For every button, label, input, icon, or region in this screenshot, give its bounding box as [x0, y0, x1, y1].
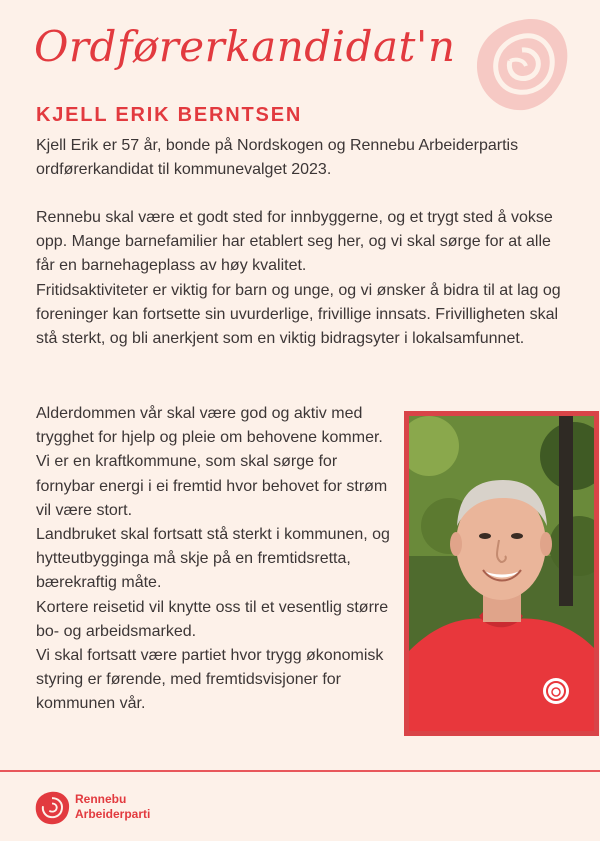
paragraph-energy: Vi er en kraftkommune, som skal sørge for fornybar energi i ei fremtid hvor behovet for strøm vil være stort. [36, 453, 388, 519]
paragraph-travel: Kortere reisetid vil knytte oss til et vesentlig større bo- og arbeidsmarked. [36, 598, 389, 640]
paragraph-childcare: Rennebu skal være et godt sted for innbyggerne, og et trygt sted å vokse opp. Mange barnefamilier har etablert seg her, og vi skal sørge for at alle får en barnehageplass av høy kvalitet. [36, 209, 553, 275]
party-name-line1: Rennebu [75, 792, 127, 806]
paragraph-agriculture: Landbruket skal fortsatt stå sterkt i kommunen, og hytteutbygginga må skje på en fremtidsretta, bærekraftig måte. [36, 526, 390, 592]
narrow-paragraphs [36, 402, 398, 717]
paragraph-elderly: Alderdommen vår skal være god og aktiv med trygghet for hjelp og pleie om behovene kommer. [36, 405, 383, 447]
paragraph-leisure: Fritidsaktiviteter er viktig for barn og unge, og vi ønsker å bidra til at lag og foreninger kan fortsette sin uvurderlige, frivillige innsats. Frivilligheten skal stå sterkt, og bli anerkjent som en viktig bidragsyter i lokalsamfunnet. [36, 281, 561, 348]
party-name-line2: Arbeiderparti [75, 807, 151, 821]
candidate-photo [409, 416, 594, 731]
party-name [75, 792, 150, 822]
rose-logo-icon [472, 14, 572, 114]
paragraph-economy: Vi skal fortsatt være partiet hvor trygg økonomisk styring er førende, med fremtidsvisjoner for kommunen vår. [36, 647, 384, 713]
party-rose-icon [34, 790, 70, 826]
page-title: Ordførerkandidat'n [34, 22, 456, 71]
wide-paragraphs [36, 206, 566, 351]
candidate-name: KJELL ERIK BERNTSEN [36, 104, 303, 126]
intro-paragraph: Kjell Erik er 57 år, bonde på Nordskogen og Rennebu Arbeiderpartis ordførerkandidat til kommunevalget 2023. [36, 137, 519, 179]
footer-divider [0, 770, 600, 772]
candidate-photo-frame [404, 411, 599, 736]
